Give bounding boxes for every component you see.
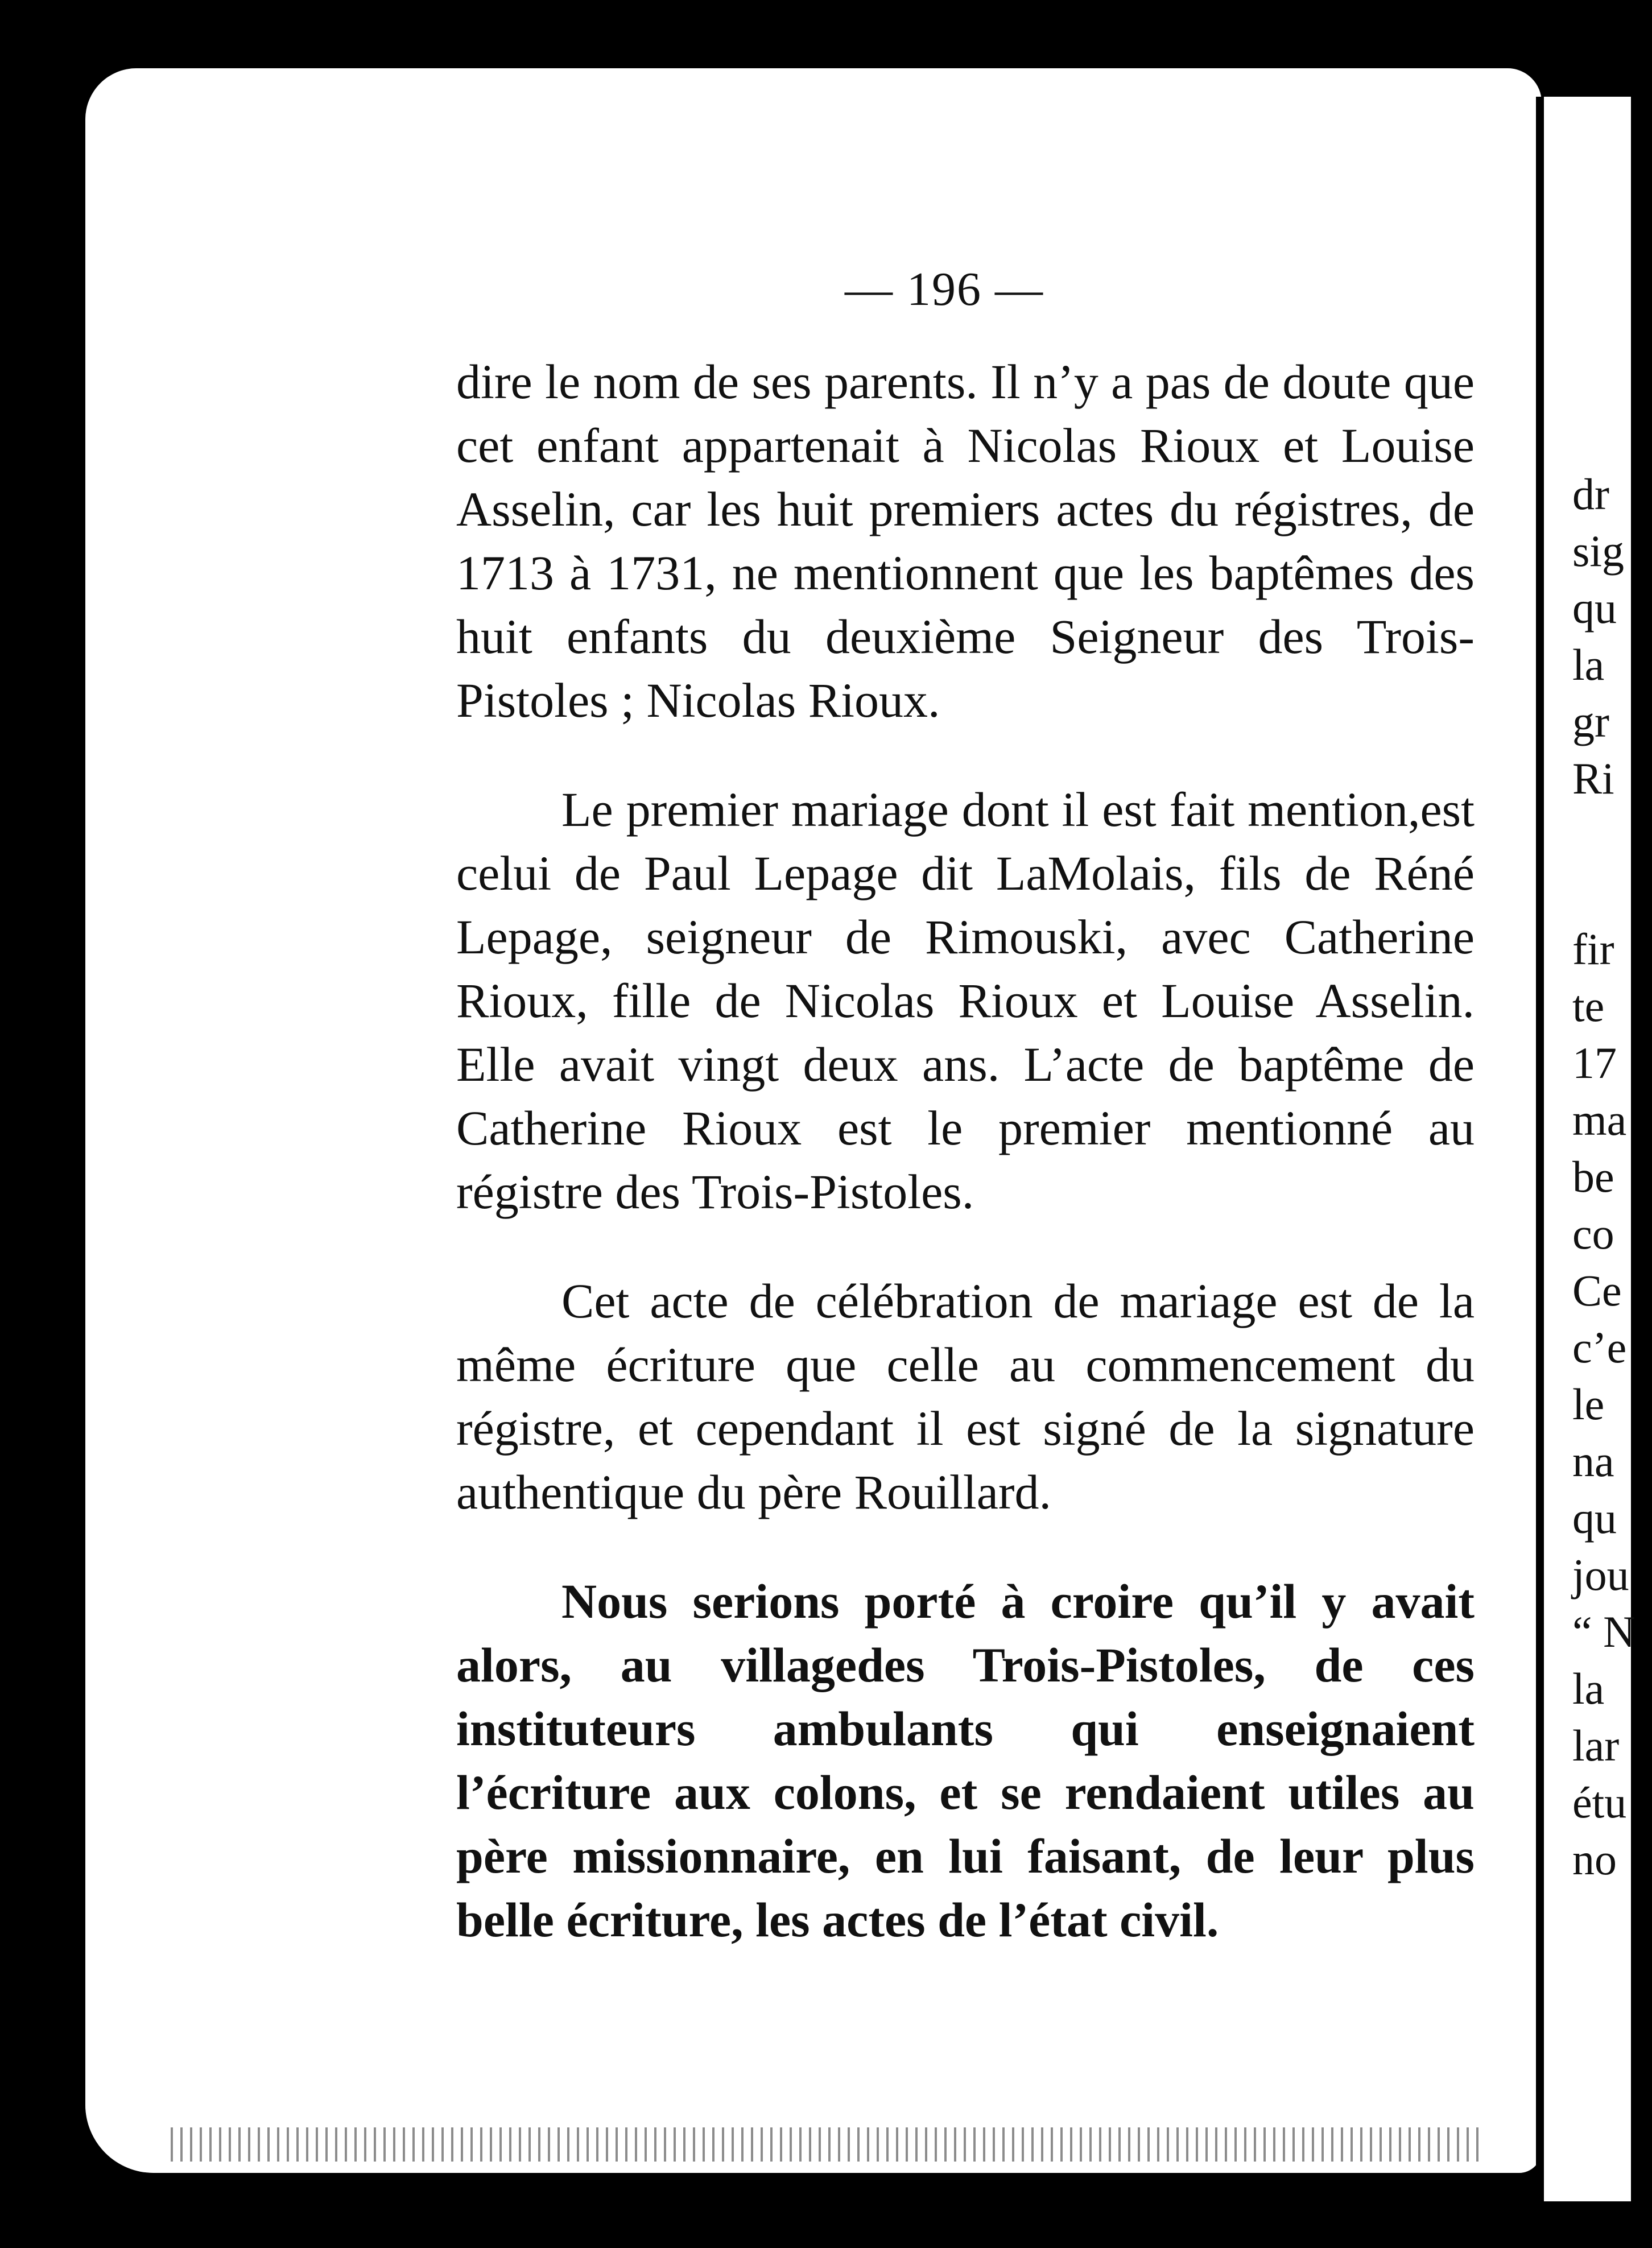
facing-fragment: “ N — [1572, 1607, 1636, 1656]
facing-fragment: sig — [1572, 526, 1625, 576]
facing-fragment: co — [1572, 1209, 1614, 1258]
facing-fragment: dr — [1572, 469, 1609, 519]
facing-fragment: be — [1572, 1152, 1614, 1201]
paragraph-1: dire le nom de ses parents. Il n’y a pas de doute que cet enfant appartenait à Nicolas Rioux et Louise Asselin, car les huit premiers actes du régistres, de 1713 à 1731, ne mentionnent que les baptêmes des huit enfants du deuxième Seigneur des Trois-Pistoles ; Nicolas Rioux. — [456, 354, 1475, 728]
facing-fragment: qu — [1572, 583, 1617, 633]
facing-fragment: no — [1572, 1834, 1617, 1884]
facing-fragment: c’e — [1572, 1323, 1627, 1372]
facing-page-edge — [1536, 97, 1636, 2201]
facing-fragment: lar — [1572, 1721, 1620, 1770]
facing-fragment: qu — [1572, 1493, 1617, 1543]
page-body — [456, 350, 1475, 1952]
scan-edge-noise-bottom — [171, 2127, 1479, 2162]
facing-fragment: 17 — [1572, 1038, 1617, 1088]
facing-fragment: te — [1572, 981, 1605, 1031]
facing-fragment: la — [1572, 1664, 1605, 1713]
facing-fragment: jou — [1572, 1550, 1629, 1600]
facing-fragment: étu — [1572, 1778, 1627, 1827]
facing-fragment: gr — [1572, 697, 1609, 746]
facing-fragment: Ri — [1572, 754, 1614, 803]
facing-fragment: ma — [1572, 1095, 1627, 1144]
paragraph-4: Nous serions porté à croire qu’il y avait alors, au villagedes Trois-Pistoles, de ces instituteurs ambulants qui enseignaient l’écriture aux colons, et se rendaient utiles au père missionnaire, en lui faisant, de leur plus belle écriture, les actes de l’état civil. — [456, 1574, 1475, 1947]
facing-fragment: le — [1572, 1379, 1605, 1429]
facing-fragment: na — [1572, 1436, 1614, 1486]
paragraph-2: Le premier mariage dont il est fait mention,est celui de Paul Lepage dit LaMolais, fils de Réné Lepage, seigneur de Rimouski, avec Catherine Rioux, fille de Nicolas Rioux et Louise Asselin. Elle avait vingt deux ans. L’acte de baptême de Catherine Rioux est le premier mentionné au régistre des Trois-Pistoles. — [456, 782, 1475, 1219]
facing-fragment: fir — [1572, 924, 1614, 974]
facing-fragment: la — [1572, 640, 1605, 689]
paragraph-3: Cet acte de célébration de mariage est de la même écriture que celle au commencement du régistre, et cependant il est signé de la signature authentique du père Rouillard. — [456, 1274, 1475, 1519]
page-number: — 196 — — [845, 263, 1044, 316]
facing-fragment: Ce — [1572, 1266, 1622, 1315]
